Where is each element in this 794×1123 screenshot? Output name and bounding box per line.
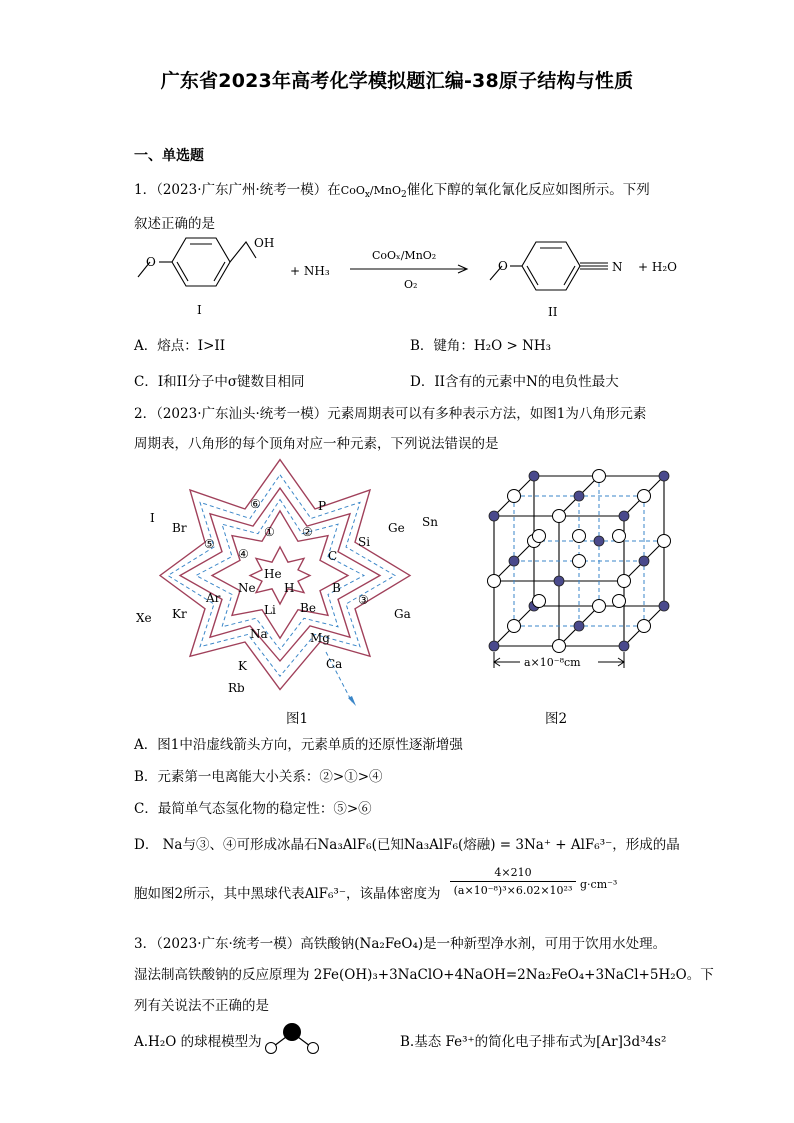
el-B: B bbox=[332, 581, 341, 595]
el-Sn: Sn bbox=[422, 515, 438, 529]
el-K: K bbox=[238, 659, 247, 673]
fraction-denominator: (a×10⁻⁸)³×6.02×10²³ bbox=[453, 884, 573, 897]
density-fraction bbox=[450, 866, 576, 897]
el-P: P bbox=[318, 499, 327, 513]
el-Mg: Mg bbox=[310, 631, 330, 645]
water-ball-stick-model bbox=[262, 1020, 322, 1056]
fig2-caption: 图2 bbox=[545, 711, 568, 727]
el-Be: Be bbox=[300, 601, 316, 615]
q1-stem-line2: 叙述正确的是 bbox=[134, 216, 215, 232]
el-Kr: Kr bbox=[172, 607, 187, 621]
el-C: C bbox=[328, 549, 338, 563]
oxygen-label-2: O bbox=[498, 259, 508, 273]
arrow-bottom-label: O₂ bbox=[404, 278, 418, 291]
benzene-ring-1 bbox=[172, 238, 230, 286]
el-Ca: Ca bbox=[326, 657, 343, 671]
benzene-ring-2 bbox=[522, 242, 580, 290]
el-Si: Si bbox=[358, 535, 371, 549]
q3-option-a[interactable]: A.H₂O 的球棍模型为 bbox=[134, 1034, 262, 1050]
marker-4: ④ bbox=[238, 547, 249, 561]
el-I: I bbox=[150, 511, 155, 525]
compound-1-label: I bbox=[197, 303, 202, 317]
el-Li: Li bbox=[264, 603, 276, 617]
el-Ne: Ne bbox=[238, 581, 256, 595]
q1-option-a[interactable]: A．熔点：I>II bbox=[134, 338, 226, 354]
q2-stem-line1: 2．（2023·广东汕头·统考一模）元素周期表可以有多种表示方法，如图1为八角形元素 bbox=[134, 406, 647, 422]
marker-1: ① bbox=[264, 525, 275, 539]
q1-option-c[interactable]: C．I和II分子中σ键数目相同 bbox=[134, 374, 305, 390]
q2-option-d-line2: 胞如图2所示，其中黑球代表AlF₆³⁻，该晶体密度为 bbox=[134, 886, 441, 902]
section-heading: 一、单选题 bbox=[134, 148, 204, 164]
ch2-bond bbox=[230, 242, 256, 262]
page-title: 广东省2023年高考化学模拟题汇编-38原子结构与性质 bbox=[160, 70, 634, 92]
el-Ar: Ar bbox=[206, 591, 221, 605]
marker-6: ⑥ bbox=[250, 497, 261, 511]
octagonal-periodic-table bbox=[130, 452, 450, 714]
q1-option-b[interactable]: B．键角：H₂O > NH₃ bbox=[410, 338, 552, 354]
fraction-numerator: 4×210 bbox=[450, 866, 576, 882]
q2-option-a[interactable]: A．图1中沿虚线箭头方向，元素单质的还原性逐渐增强 bbox=[134, 737, 463, 753]
el-He: He bbox=[264, 567, 282, 581]
dimension-label: a×10⁻⁸cm bbox=[524, 656, 581, 669]
marker-2: ② bbox=[302, 525, 313, 539]
oh-label: OH bbox=[254, 236, 275, 250]
el-H: H bbox=[284, 581, 295, 595]
plus-h2o: + H₂O bbox=[638, 260, 677, 274]
q1-stem-a: 1．（2023·广东广州·统考一模）在 bbox=[134, 182, 341, 198]
q3-stem-line3: 列有关说法不正确的是 bbox=[134, 998, 269, 1014]
q3-option-b[interactable]: B.基态 Fe³⁺的简化电子排布式为[Ar]3d³4s² bbox=[400, 1034, 667, 1050]
q2-option-b[interactable]: B．元素第一电离能大小关系：②>①>④ bbox=[134, 769, 383, 785]
el-Br: Br bbox=[172, 521, 187, 535]
q2-option-c[interactable]: C．最简单气态氢化物的稳定性：⑤>⑥ bbox=[134, 801, 372, 817]
density-unit: g·cm⁻³ bbox=[580, 878, 618, 891]
q3-stem-line2: 湿法制高铁酸钠的反应原理为 2Fe(OH)₃+3NaClO+4NaOH=2Na₂FeO₄+3NaCl+5H₂O。下 bbox=[134, 967, 714, 983]
q1-option-d[interactable]: D．II含有的元素中N的电负性最大 bbox=[410, 374, 619, 390]
q1-catalyst: CoO$_x$/MnO$_2$ bbox=[340, 184, 407, 201]
marker-5: ⑤ bbox=[204, 537, 215, 551]
crystal-cell bbox=[478, 462, 678, 674]
compound-2-label: II bbox=[548, 305, 558, 319]
marker-3: ③ bbox=[358, 593, 369, 607]
el-Rb: Rb bbox=[228, 681, 245, 695]
reaction-scheme bbox=[130, 232, 690, 324]
q2-option-d-line1[interactable]: D． Na与③、④可形成冰晶石Na₃AlF₆(已知Na₃AlF₆(熔融) = 3Na⁺ + AlF₆³⁻，形成的晶 bbox=[134, 837, 680, 853]
fig1-caption: 图1 bbox=[286, 711, 309, 727]
el-Ge: Ge bbox=[388, 521, 405, 535]
el-Xe: Xe bbox=[136, 611, 152, 625]
q1-stem-b: 催化下醇的氧化氰化反应如图所示。下列 bbox=[406, 182, 650, 198]
plus-nh3: + NH₃ bbox=[290, 264, 330, 278]
q2-stem-line2: 周期表，八角形的每个顶角对应一种元素，下列说法错误的是 bbox=[134, 436, 499, 452]
q3-stem-line1: 3．（2023·广东·统考一模）高铁酸钠(Na₂FeO₄)是一种新型净水剂，可用于饮用水处理。 bbox=[134, 936, 667, 952]
arrow-top-label: CoOₓ/MnO₂ bbox=[372, 249, 437, 262]
el-Ga: Ga bbox=[394, 607, 411, 621]
q1-stem-line1 bbox=[134, 178, 650, 200]
nitrogen-label: N bbox=[612, 260, 623, 274]
oxygen-label-1: O bbox=[146, 255, 156, 269]
arrow-head bbox=[348, 696, 356, 706]
el-Na: Na bbox=[250, 627, 268, 641]
